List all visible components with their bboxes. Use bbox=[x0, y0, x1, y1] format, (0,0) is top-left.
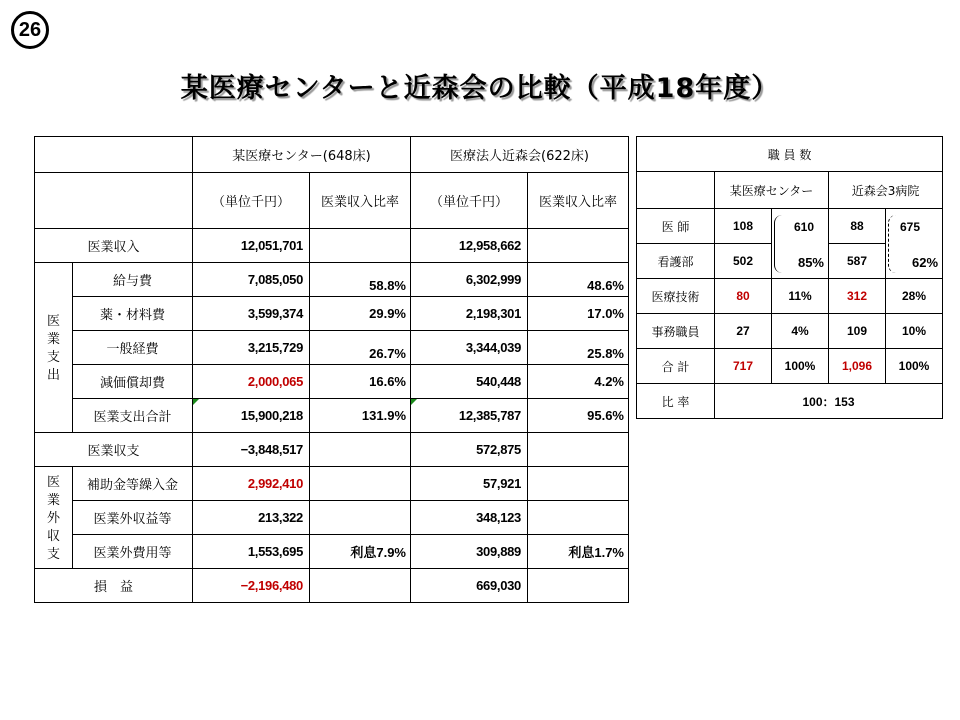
vertical-char: 業 bbox=[46, 492, 60, 508]
group2-header: 医療法人近森会(622床) bbox=[411, 137, 629, 173]
tech-a: 80 bbox=[715, 279, 772, 314]
staff-table-title: 職 員 数 bbox=[637, 137, 943, 172]
expense-total-b: 12,385,787 bbox=[411, 399, 528, 433]
tech-b: 312 bbox=[829, 279, 886, 314]
clerk-b: 109 bbox=[829, 314, 886, 349]
staff-label-ratio: 比 率 bbox=[637, 384, 715, 419]
nonop-income-a: 213,322 bbox=[193, 501, 310, 535]
staff-count-table bbox=[636, 136, 943, 419]
group1-header: 某医療センター(648床) bbox=[193, 137, 411, 173]
empty-cell bbox=[310, 467, 411, 501]
vertical-char: 収 bbox=[46, 528, 60, 544]
tech-a-pct: 11% bbox=[772, 279, 829, 314]
expense-total-ratio-b: 95.6% bbox=[528, 399, 629, 433]
vertical-char: 出 bbox=[46, 367, 60, 383]
salary-a: 7,085,050 bbox=[193, 263, 310, 297]
interest-ratio-b: 利息1.7% bbox=[528, 535, 629, 569]
materials-a: 3,599,374 bbox=[193, 297, 310, 331]
clerk-a-pct: 4% bbox=[772, 314, 829, 349]
row-label-subsidy: 補助金等繰入金 bbox=[73, 467, 193, 501]
empty-cell bbox=[310, 569, 411, 603]
row-label-salary: 給与費 bbox=[73, 263, 193, 297]
nonop-group-text bbox=[35, 474, 72, 564]
expense-total-a: 15,900,218 bbox=[193, 399, 310, 433]
row-label-profit: 損 益 bbox=[35, 569, 193, 603]
staff-col-b-header: 近森会3病院 bbox=[829, 172, 943, 209]
doctor-b: 88 bbox=[829, 209, 886, 244]
tech-b-pct: 28% bbox=[886, 279, 943, 314]
nonop-expense-b: 309,889 bbox=[411, 535, 528, 569]
empty-cell bbox=[310, 501, 411, 535]
corner-cell bbox=[35, 137, 193, 173]
row-label-expense-total: 医業支出合計 bbox=[73, 399, 193, 433]
expense-total-ratio-a: 131.9% bbox=[310, 399, 411, 433]
brace-a bbox=[774, 215, 783, 273]
finance-comparison-table bbox=[34, 136, 629, 603]
expense-group-text bbox=[35, 313, 72, 385]
total-a: 717 bbox=[715, 349, 772, 384]
nurse-a: 502 bbox=[715, 244, 772, 279]
row-label-materials: 薬・材料費 bbox=[73, 297, 193, 331]
row-label-balance: 医業収支 bbox=[35, 433, 193, 467]
row-label-nonop-income: 医業外収益等 bbox=[73, 501, 193, 535]
staff-label-tech: 医療技術 bbox=[637, 279, 715, 314]
subsidy-b: 57,921 bbox=[411, 467, 528, 501]
group-b-total-cell bbox=[886, 209, 943, 279]
empty-cell bbox=[528, 467, 629, 501]
salary-ratio-b: 48.6% bbox=[528, 263, 629, 297]
nonop-income-b: 348,123 bbox=[411, 501, 528, 535]
vertical-char: 医 bbox=[46, 313, 60, 329]
vertical-char: 支 bbox=[46, 546, 60, 562]
general-a: 3,215,729 bbox=[193, 331, 310, 365]
empty-cell bbox=[528, 433, 629, 467]
vertical-char: 支 bbox=[46, 349, 60, 365]
depreciation-ratio-a: 16.6% bbox=[310, 365, 411, 399]
expense-group-label bbox=[35, 263, 73, 433]
group-b-pct: 62% bbox=[912, 255, 939, 270]
vertical-char: 業 bbox=[46, 331, 60, 347]
empty-cell bbox=[528, 569, 629, 603]
nurse-b: 587 bbox=[829, 244, 886, 279]
total-b-pct: 100% bbox=[886, 349, 943, 384]
interest-ratio-a: 利息7.9% bbox=[310, 535, 411, 569]
staff-label-total: 合 計 bbox=[637, 349, 715, 384]
unit-header-b: （単位千円） bbox=[411, 173, 528, 229]
doctor-a: 108 bbox=[715, 209, 772, 244]
general-ratio-a: 26.7% bbox=[310, 331, 411, 365]
group-a-pct: 85% bbox=[797, 255, 824, 270]
group-a-total: 610 bbox=[794, 220, 815, 234]
salary-ratio-a: 58.8% bbox=[310, 263, 411, 297]
profit-b: 669,030 bbox=[411, 569, 528, 603]
staff-corner-cell bbox=[637, 172, 715, 209]
row-label-general: 一般経費 bbox=[73, 331, 193, 365]
revenue-a: 12,051,701 bbox=[193, 229, 310, 263]
brace-b bbox=[888, 215, 897, 273]
general-ratio-b: 25.8% bbox=[528, 331, 629, 365]
empty-cell bbox=[310, 229, 411, 263]
clerk-b-pct: 10% bbox=[886, 314, 943, 349]
group-a-total-cell bbox=[772, 209, 829, 279]
page-title: 某医療センターと近森会の比較（平成18年度） bbox=[180, 73, 780, 104]
nonop-expense-a: 1,553,695 bbox=[193, 535, 310, 569]
staff-label-clerk: 事務職員 bbox=[637, 314, 715, 349]
profit-a: −2,196,480 bbox=[193, 569, 310, 603]
row-label-revenue: 医業収入 bbox=[35, 229, 193, 263]
staff-col-a-header: 某医療センター bbox=[715, 172, 829, 209]
unit-header-a: （単位千円） bbox=[193, 173, 310, 229]
vertical-char: 外 bbox=[46, 510, 60, 526]
row-label-depreciation: 減価償却費 bbox=[73, 365, 193, 399]
staff-label-doctor: 医 師 bbox=[637, 209, 715, 244]
total-a-pct: 100% bbox=[772, 349, 829, 384]
empty-cell bbox=[528, 229, 629, 263]
revenue-b: 12,958,662 bbox=[411, 229, 528, 263]
total-b: 1,096 bbox=[829, 349, 886, 384]
subsidy-a: 2,992,410 bbox=[193, 467, 310, 501]
materials-ratio-b: 17.0% bbox=[528, 297, 629, 331]
corner-cell-2 bbox=[35, 173, 193, 229]
staff-ratio-value: 100：153 bbox=[715, 384, 943, 419]
ratio-header-b: 医業収入比率 bbox=[528, 173, 629, 229]
balance-a: −3,848,517 bbox=[193, 433, 310, 467]
empty-cell bbox=[310, 433, 411, 467]
nonop-group-label bbox=[35, 467, 73, 569]
materials-ratio-a: 29.9% bbox=[310, 297, 411, 331]
materials-b: 2,198,301 bbox=[411, 297, 528, 331]
salary-b: 6,302,999 bbox=[411, 263, 528, 297]
slide-number-badge: 26 bbox=[11, 11, 49, 49]
group-b-total: 675 bbox=[900, 220, 921, 234]
staff-label-nurse: 看護部 bbox=[637, 244, 715, 279]
balance-b: 572,875 bbox=[411, 433, 528, 467]
depreciation-ratio-b: 4.2% bbox=[528, 365, 629, 399]
ratio-header-a: 医業収入比率 bbox=[310, 173, 411, 229]
clerk-a: 27 bbox=[715, 314, 772, 349]
empty-cell bbox=[528, 501, 629, 535]
general-b: 3,344,039 bbox=[411, 331, 528, 365]
depreciation-b: 540,448 bbox=[411, 365, 528, 399]
depreciation-a: 2,000,065 bbox=[193, 365, 310, 399]
vertical-char: 医 bbox=[46, 474, 60, 490]
row-label-nonop-expense: 医業外費用等 bbox=[73, 535, 193, 569]
